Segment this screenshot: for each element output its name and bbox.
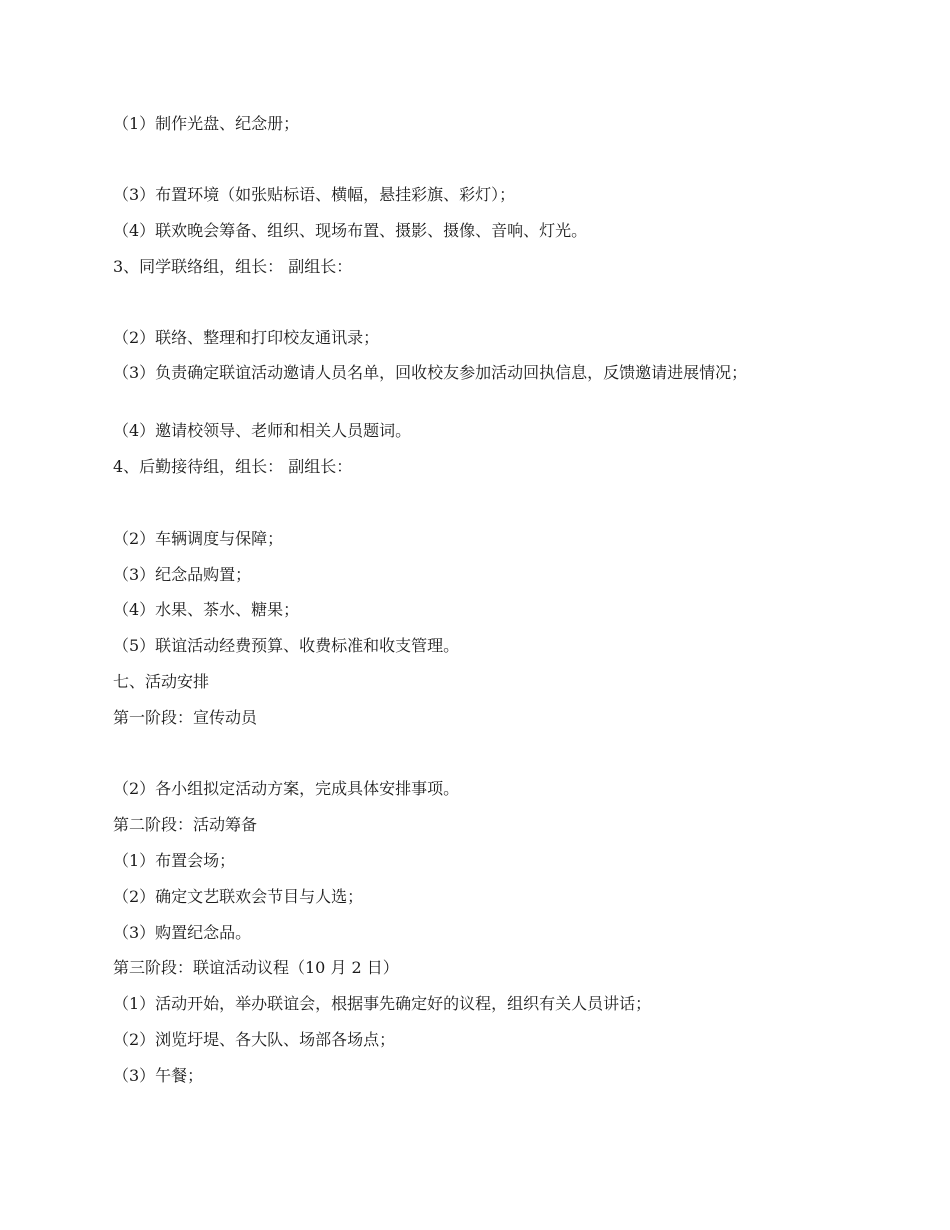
section-heading: 4、后勤接待组，组长： 副组长： <box>113 457 353 476</box>
text-line: （2）浏览圩堤、各大队、场部各场点； <box>113 1030 396 1049</box>
text-line: （1）布置会场； <box>113 851 236 870</box>
text-line: （4）水果、茶水、糖果； <box>113 600 300 619</box>
text-line: （4）联欢晚会筹备、组织、现场布置、摄影、摄像、音响、灯光。 <box>113 221 588 240</box>
text-line: （2）确定文艺联欢会节目与人选； <box>113 887 364 906</box>
section-heading: 3、同学联络组，组长： 副组长： <box>113 257 353 276</box>
text-line: （4）邀请校领导、老师和相关人员题词。 <box>113 421 412 440</box>
text-line: （2）各小组拟定活动方案，完成具体安排事项。 <box>113 779 460 798</box>
text-line: （5）联谊活动经费预算、收费标准和收支管理。 <box>113 636 460 655</box>
text-line: （3）午餐； <box>113 1066 204 1085</box>
text-line: （3）负责确定联谊活动邀请人员名单，回收校友参加活动回执信息，反馈邀请进展情况； <box>113 363 748 382</box>
text-line: （2）车辆调度与保障； <box>113 529 284 548</box>
text-line: （3）布置环境（如张贴标语、横幅，悬挂彩旗、彩灯）； <box>113 185 516 204</box>
phase-heading: 第三阶段：联谊活动议程（10 月 2 日） <box>113 958 399 977</box>
section-heading: 七、活动安排 <box>113 672 210 691</box>
text-line: （3）纪念品购置； <box>113 565 252 584</box>
text-line: （1）制作光盘、纪念册； <box>113 114 300 133</box>
text-line: （2）联络、整理和打印校友通讯录； <box>113 328 380 347</box>
text-line: （3）购置纪念品。 <box>113 923 252 942</box>
phase-heading: 第二阶段：活动筹备 <box>113 815 258 834</box>
text-line: （1）活动开始，举办联谊会，根据事先确定好的议程，组织有关人员讲话； <box>113 994 652 1013</box>
phase-heading: 第一阶段：宣传动员 <box>113 708 258 727</box>
